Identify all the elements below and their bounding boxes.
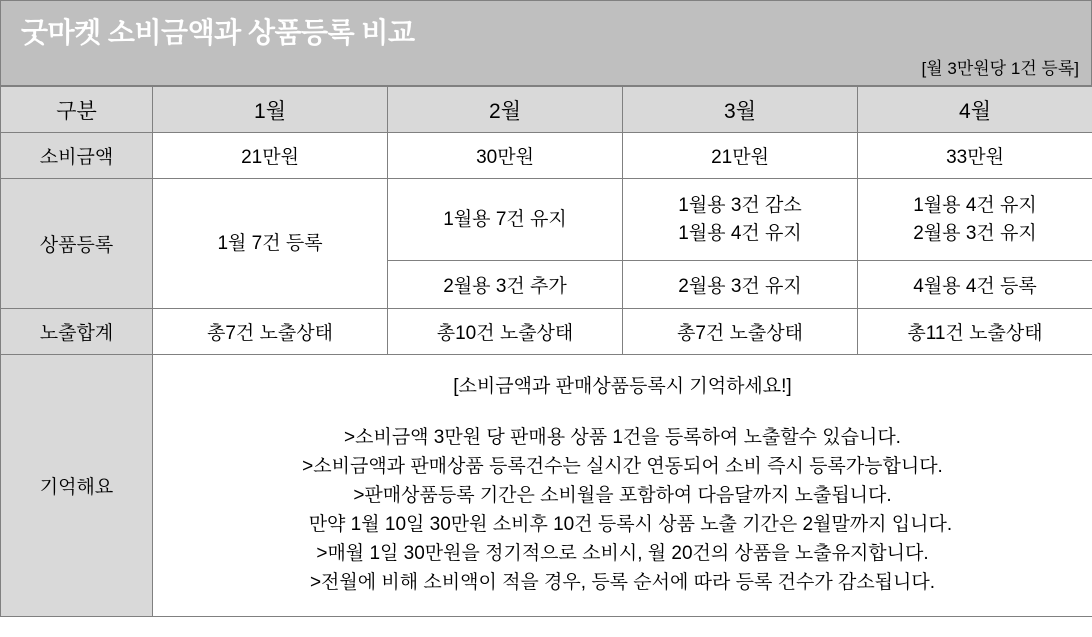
column-header-month-2: 2월 (388, 87, 623, 133)
column-header-month-1: 1월 (153, 87, 388, 133)
amount-month-4: 33만원 (858, 133, 1092, 179)
total-month-4: 총11건 노출상태 (858, 309, 1092, 355)
notes-line-4: 만약 1월 10일 30만원 소비후 10건 등록시 상품 노출 기간은 2월말까지 입니다. (292, 513, 953, 535)
registration-month-4-line2: 4월용 4건 등록 (858, 261, 1092, 309)
page-title: 굿마켓 소비금액과 상품등록 비교 (21, 17, 415, 48)
table-row-amount (1, 133, 1092, 179)
table-header-row (1, 87, 1092, 133)
table-row-total (1, 309, 1092, 355)
header-note: [월 3만원당 1건 등록] (921, 59, 1079, 78)
registration-month-2-line2: 2월용 3건 추가 (388, 261, 623, 309)
row-label-total: 노출합계 (1, 309, 153, 355)
document-header (0, 0, 1092, 86)
notes-line-3: >판매상품등록 기간은 소비월을 포함하여 다음달까지 노출됩니다. (353, 485, 892, 507)
column-header-month-3: 3월 (623, 87, 858, 133)
registration-month-4-line1: 1월용 4건 유지 2월용 3건 유지 (858, 179, 1092, 261)
row-label-amount: 소비금액 (1, 133, 153, 179)
amount-month-2: 30만원 (388, 133, 623, 179)
notes-title: [소비금액과 판매상품등록시 기억하세요!] (453, 376, 792, 398)
column-header-month-4: 4월 (858, 87, 1092, 133)
row-label-registration: 상품등록 (1, 179, 153, 309)
registration-month-3-line2: 2월용 3건 유지 (623, 261, 858, 309)
notes-cell (153, 355, 1092, 617)
amount-month-1: 21만원 (153, 133, 388, 179)
notes-line-2: >소비금액과 판매상품 등록건수는 실시간 연동되어 소비 즉시 등록가능합니다. (302, 456, 943, 478)
total-month-1: 총7건 노출상태 (153, 309, 388, 355)
amount-month-3: 21만원 (623, 133, 858, 179)
row-label-notes: 기억해요 (1, 355, 153, 617)
registration-month-1: 1월 7건 등록 (153, 179, 388, 309)
registration-month-3-line1: 1월용 3건 감소 1월용 4건 유지 (623, 179, 858, 261)
notes-line-5: >매월 1일 30만원을 정기적으로 소비시, 월 20건의 상품을 노출유지합니다. (316, 542, 929, 564)
column-header-division: 구분 (1, 87, 153, 133)
notes-line-6: >전월에 비해 소비액이 적을 경우, 등록 순서에 따라 등록 건수가 감소됩니다. (309, 571, 936, 593)
table-row-notes (1, 355, 1092, 617)
table-row-registration-line1 (1, 179, 1092, 261)
comparison-table (0, 86, 1092, 617)
notes-line-1: >소비금액 3만원 당 판매용 상품 1건을 등록하여 노출할수 있습니다. (344, 427, 901, 449)
total-month-3: 총7건 노출상태 (623, 309, 858, 355)
registration-month-2-line1: 1월용 7건 유지 (388, 179, 623, 261)
total-month-2: 총10건 노출상태 (388, 309, 623, 355)
